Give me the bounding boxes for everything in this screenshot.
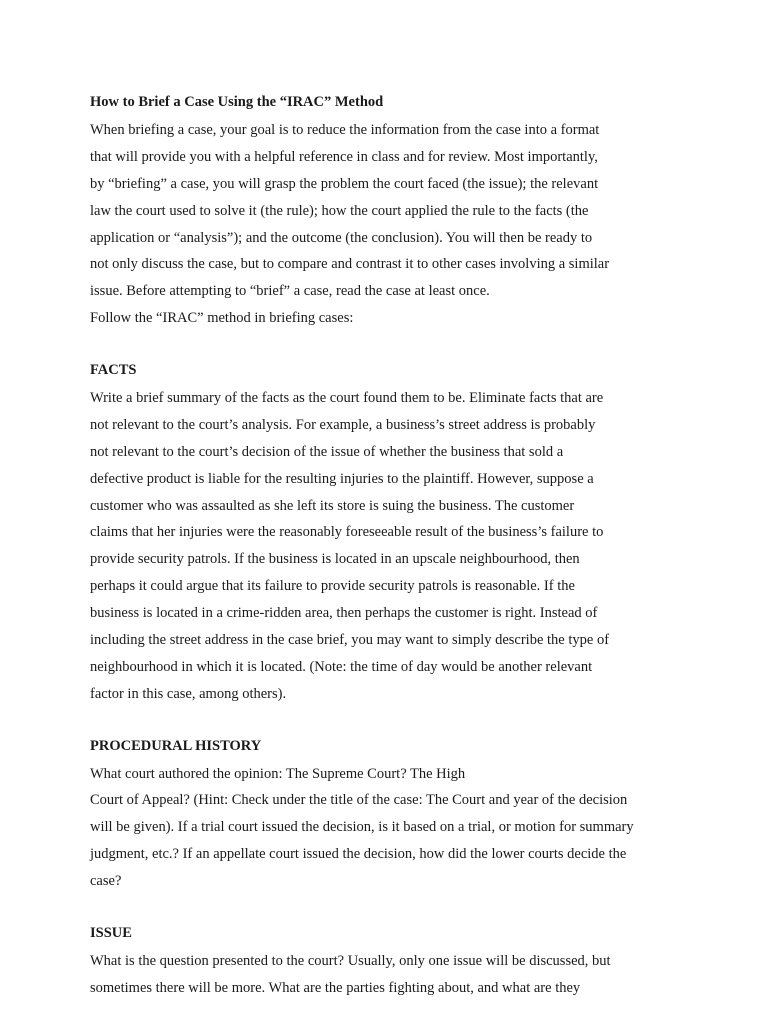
document-title: How to Brief a Case Using the “IRAC” Method xyxy=(90,94,384,110)
section-line: What court authored the opinion: The Supreme Court? The High xyxy=(90,765,466,782)
section-line: What is the question presented to the court? Usually, only one issue will be discussed, but xyxy=(90,952,611,969)
intro-paragraph xyxy=(90,117,740,332)
section-heading: ISSUE xyxy=(90,924,132,941)
section-facts xyxy=(90,359,740,708)
section-line: Write a brief summary of the facts as the court found them to be. Eliminate facts that are xyxy=(90,390,604,407)
section-line: including the street address in the case brief, you may want to simply describe the type of xyxy=(90,632,610,649)
section-line: factor in this case, among others). xyxy=(90,685,287,702)
section-line: Court of Appeal? (Hint: Check under the title of the case: The Court and year of the decision xyxy=(90,792,628,809)
intro-line: by “briefing” a case, you will grasp the problem the court faced (the issue); the relevant xyxy=(90,175,599,192)
document-page xyxy=(90,91,740,1002)
section-line: not relevant to the court’s analysis. For example, a business’s street address is probably xyxy=(90,416,596,433)
section-heading: PROCEDURAL HISTORY xyxy=(90,737,262,754)
intro-line: that will provide you with a helpful reference in class and for review. Most importantly, xyxy=(90,148,598,165)
section-line: defective product is liable for the resulting injuries to the plaintiff. However, suppose a xyxy=(90,470,594,487)
intro-line: not only discuss the case, but to compare and contrast it to other cases involving a similar xyxy=(90,256,610,273)
section-line: not relevant to the court’s decision of the issue of whether the business that sold a xyxy=(90,443,564,460)
section-line: neighbourhood in which it is located. (Note: the time of day would be another relevant xyxy=(90,658,593,675)
section-procedural-history xyxy=(90,735,740,895)
section-line: provide security patrols. If the business is located in an upscale neighbourhood, then xyxy=(90,551,580,568)
intro-line: law the court used to solve it (the rule); how the court applied the rule to the facts (the xyxy=(90,202,589,219)
intro-line: issue. Before attempting to “brief” a case, read the case at least once. xyxy=(90,283,490,300)
section-line: perhaps it could argue that its failure to provide security patrols is reasonable. If the xyxy=(90,578,575,595)
section-line: claims that her injuries were the reasonably foreseeable result of the business’s failure to xyxy=(90,524,604,541)
section-line: judgment, etc.? If an appellate court issued the decision, how did the lower courts decide the xyxy=(90,846,627,863)
section-line: business is located in a crime-ridden area, then perhaps the customer is right. Instead of xyxy=(90,605,598,622)
section-issue xyxy=(90,922,740,1002)
section-heading: FACTS xyxy=(90,362,137,379)
intro-line: application or “analysis”); and the outcome (the conclusion). You will then be ready to xyxy=(90,229,593,246)
section-line: customer who was assaulted as she left its store is suing the business. The customer xyxy=(90,497,575,514)
section-line: sometimes there will be more. What are the parties fighting about, and what are they xyxy=(90,979,581,996)
section-line: will be given). If a trial court issued the decision, is it based on a trial, or motion for summary xyxy=(90,819,634,836)
intro-line: When briefing a case, your goal is to reduce the information from the case into a format xyxy=(90,122,600,138)
section-line: case? xyxy=(90,873,122,890)
intro-line: Follow the “IRAC” method in briefing cases: xyxy=(90,310,354,327)
